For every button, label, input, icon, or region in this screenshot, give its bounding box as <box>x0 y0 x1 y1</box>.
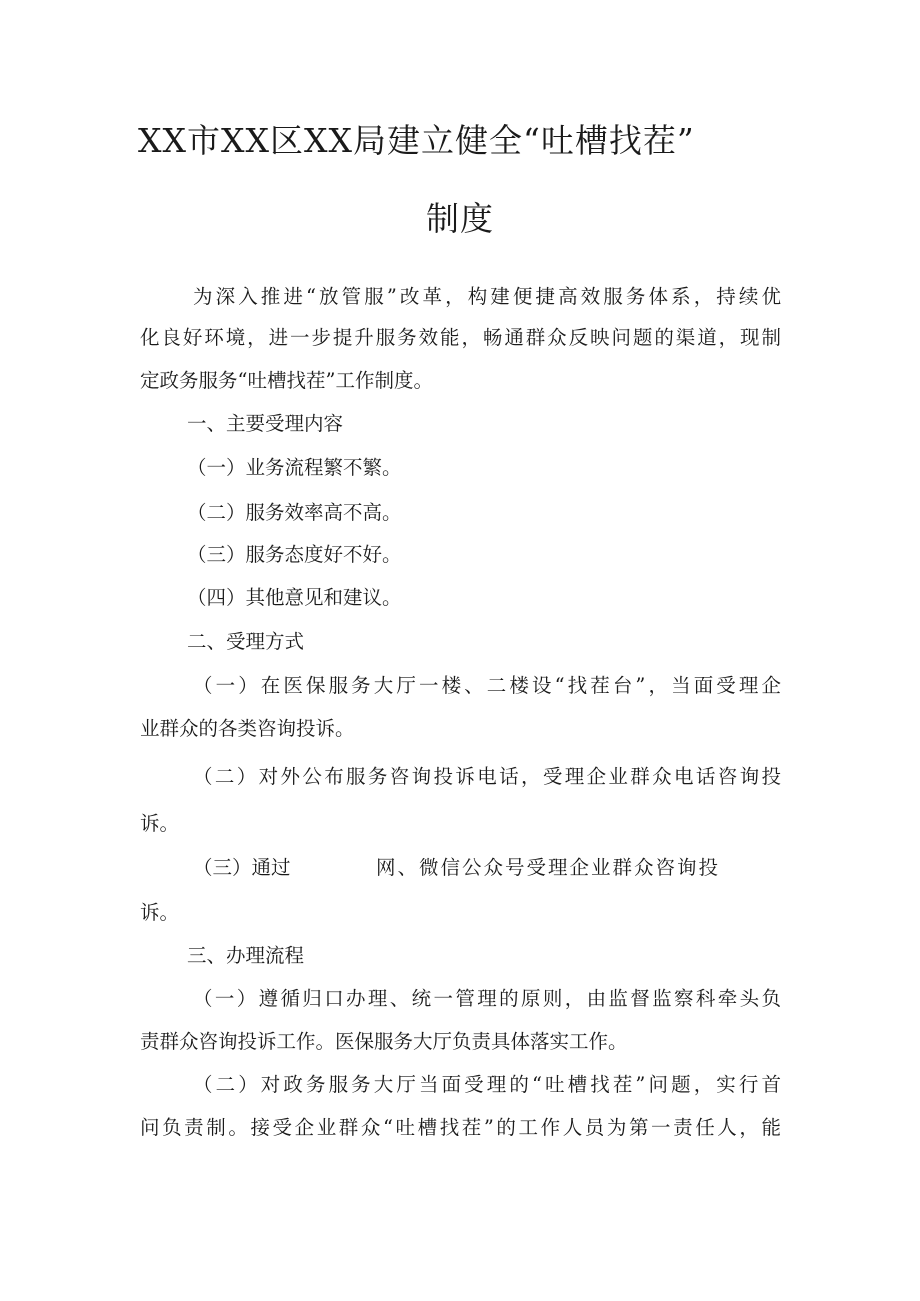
paragraph-line: 业群众的各类咨询投诉。 <box>140 717 355 740</box>
paragraph-line: 诉。 <box>140 812 180 835</box>
list-item: （一）业务流程繁不繁。 <box>187 456 402 479</box>
paragraph-line: 诉。 <box>140 901 180 924</box>
paragraph-line: 责群众咨询投诉工作。医保服务大厅负责具体落实工作。 <box>140 1030 628 1053</box>
paragraph-line: （二）对政务服务大厅当面受理的“吐槽找茬”问题，实行首 <box>193 1073 781 1096</box>
section-heading: 一、主要受理内容 <box>187 412 344 435</box>
paragraph-line: 定政务服务“吐槽找茬”工作制度。 <box>140 369 433 392</box>
paragraph-line: 化良好环境，进一步提升服务效能，畅通群众反映问题的渠道，现制 <box>140 326 781 349</box>
paragraph-line: 为深入推进“放管服”改革，构建便捷高效服务体系，持续优 <box>193 285 781 308</box>
paragraph-line: （三）通过 <box>193 856 291 879</box>
paragraph-line: （一）在医保服务大厅一楼、二楼设“找茬台”，当面受理企 <box>193 674 781 697</box>
section-heading: 二、受理方式 <box>187 630 305 653</box>
section-heading: 三、办理流程 <box>187 944 305 967</box>
document-title-line-1: XX市XX区XX局建立健全“吐槽找茬” <box>138 121 695 160</box>
list-item: （二）服务效率高不高。 <box>187 501 402 524</box>
paragraph-line: （一）遵循归口办理、统一管理的原则，由监督监察科牵头负 <box>193 987 781 1010</box>
paragraph-line: 问负责制。接受企业群众“吐槽找茬”的工作人员为第一责任人，能 <box>140 1116 781 1139</box>
paragraph-line: 网、微信公众号受理企业群众咨询投 <box>376 856 718 879</box>
list-item: （四）其他意见和建议。 <box>187 586 402 609</box>
paragraph-line: （二）对外公布服务咨询投诉电话，受理企业群众电话咨询投 <box>193 765 781 788</box>
list-item: （三）服务态度好不好。 <box>187 543 402 566</box>
document-title-line-2: 制度 <box>426 199 494 238</box>
